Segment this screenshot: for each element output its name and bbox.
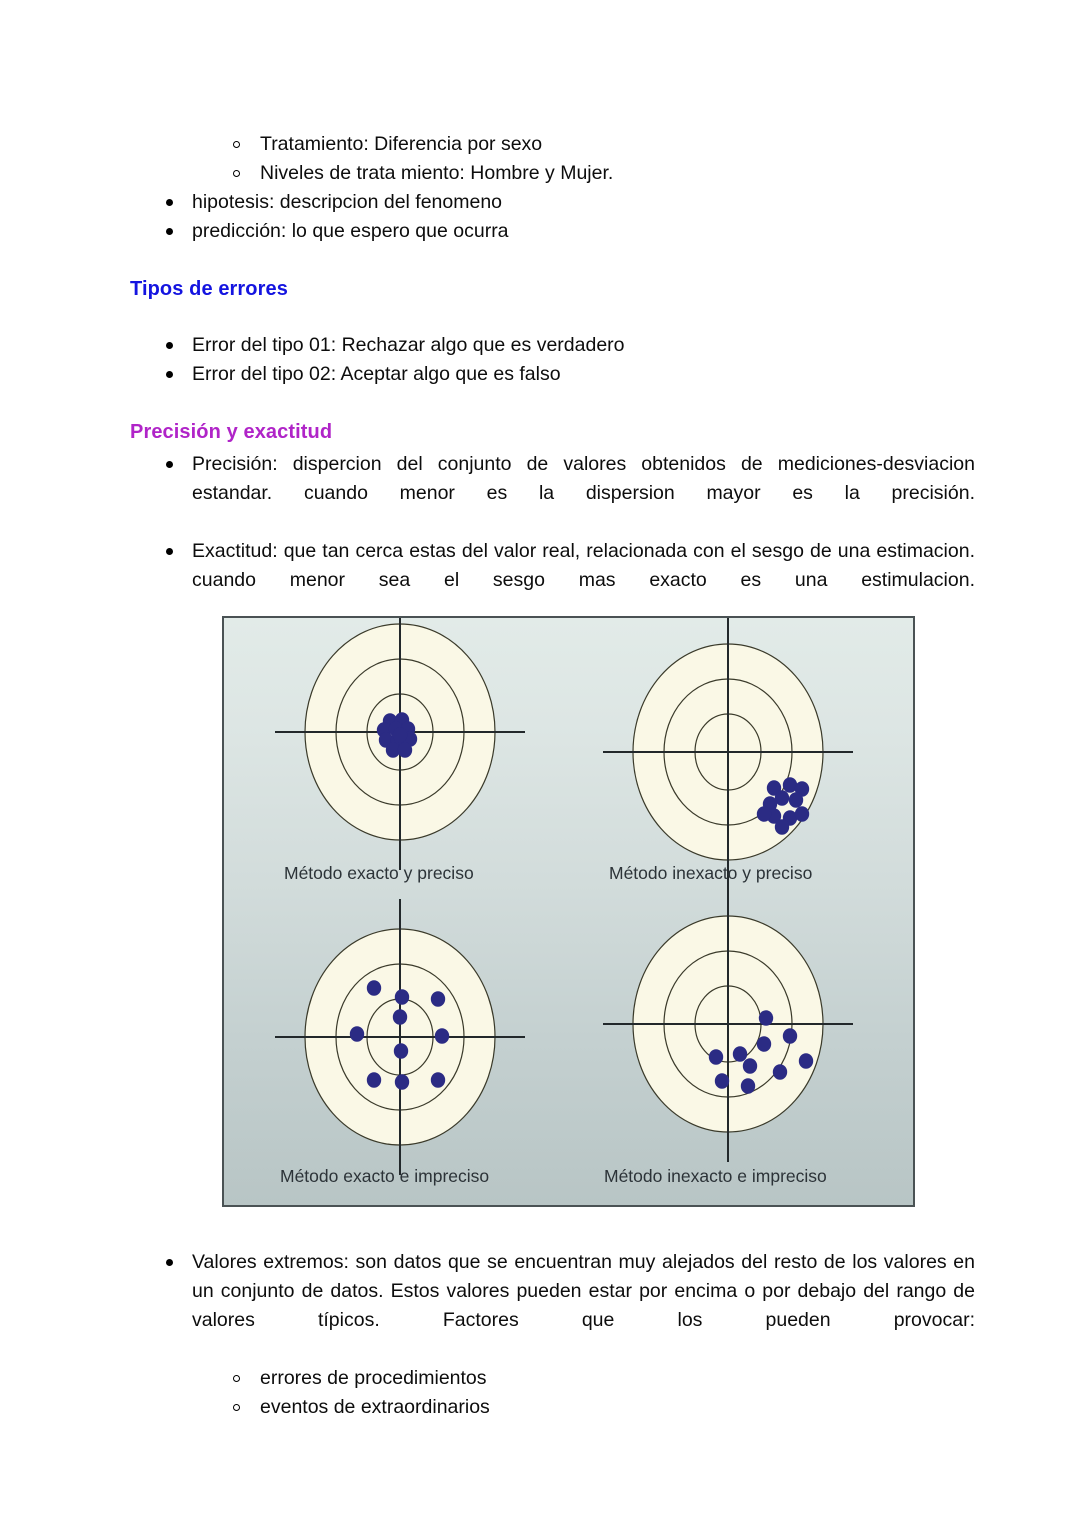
list-item-label: hipotesis: descripcion del fenomeno [192, 191, 503, 213]
target-exacto-impreciso [275, 899, 525, 1175]
section-heading-precision-y-exactitud: Precisión y exactitud [130, 421, 333, 443]
list-item [232, 1393, 960, 1422]
measurement-dot [395, 989, 409, 1005]
measurement-dot [709, 1049, 723, 1065]
measurement-dot [715, 1073, 729, 1089]
measurement-dot [799, 1053, 813, 1069]
measurement-dot [757, 1036, 771, 1052]
measurement-dot [759, 1010, 773, 1026]
list-item-label: Exactitud: que tan cerca estas del valor real, relacionada con el sesgo de una estimacion. cuando menor sea el sesgo mas exacto es una estimulacion. [192, 540, 975, 591]
measurement-dot [783, 1028, 797, 1044]
measurement-dot [775, 819, 789, 835]
target-caption-inexacto-impreciso: Método inexacto e impreciso [604, 1166, 827, 1186]
measurement-dot [435, 1028, 449, 1044]
measurement-dot [367, 980, 381, 996]
list-item-label: predicción: lo que espero que ocurra [192, 220, 509, 242]
target-exacto-preciso [275, 618, 525, 870]
accuracy-precision-figure [222, 616, 915, 1207]
measurement-dot [757, 806, 771, 822]
measurement-dot [789, 792, 803, 808]
list-item-label: Precisión: dispercion del conjunto de valores obtenidos de mediciones-desviacion estandar. cuando menor es la dispersion mayor es la precisión. [192, 453, 975, 504]
list-item [165, 331, 952, 360]
top-list-block [0, 130, 1080, 246]
target-caption-inexacto-preciso: Método inexacto y preciso [609, 863, 813, 883]
targets-diagram [224, 618, 913, 1205]
measurement-dot [395, 1074, 409, 1090]
target-inexacto-preciso [603, 618, 853, 890]
list-item [232, 159, 960, 188]
measurement-dot [743, 1058, 757, 1074]
measurement-dot [367, 1072, 381, 1088]
list-item-label: Valores extremos: son datos que se encuentran muy alejados del resto de los valores en un conjunto de datos. Estos valores pueden estar por encima o por debajo del rango de valores típicos. Factores que los pueden provocar: [192, 1251, 975, 1331]
list-item [165, 1248, 975, 1364]
measurement-dot [398, 742, 412, 758]
measurement-dot [773, 1064, 787, 1080]
list-item-label: Error del tipo 02: Aceptar algo que es falso [192, 363, 561, 385]
list-item [165, 537, 975, 624]
precision-list-block [0, 450, 1080, 624]
list-item [165, 188, 952, 217]
list-item-label: Niveles de trata miento: Hombre y Mujer. [260, 162, 614, 184]
target-inexacto-impreciso [603, 886, 853, 1162]
section-heading-tipos-de-errores: Tipos de errores [130, 278, 288, 300]
measurement-dot [733, 1046, 747, 1062]
target-caption-exacto-impreciso: Método exacto e impreciso [280, 1166, 490, 1186]
target-caption-exacto-preciso: Método exacto y preciso [284, 863, 474, 883]
list-item-label: errores de procedimientos [260, 1367, 487, 1389]
measurement-dot [350, 1026, 364, 1042]
list-item-label: eventos de extraordinarios [260, 1396, 490, 1418]
measurement-dot [394, 1043, 408, 1059]
targets-layer [275, 618, 853, 1175]
measurement-dot [431, 1072, 445, 1088]
measurement-dot [741, 1078, 755, 1094]
list-item [165, 450, 975, 537]
list-item-label: Tratamiento: Diferencia por sexo [260, 133, 543, 155]
list-item [232, 130, 960, 159]
errores-list-block [0, 331, 1080, 389]
list-item [165, 217, 952, 246]
measurement-dot [431, 991, 445, 1007]
measurement-dot [393, 727, 407, 743]
valores-extremos-block [0, 1248, 1080, 1422]
list-item [232, 1364, 960, 1393]
list-item-label: Error del tipo 01: Rechazar algo que es verdadero [192, 334, 625, 356]
measurement-dot [795, 806, 809, 822]
measurement-dot [393, 1009, 407, 1025]
list-item [165, 360, 952, 389]
